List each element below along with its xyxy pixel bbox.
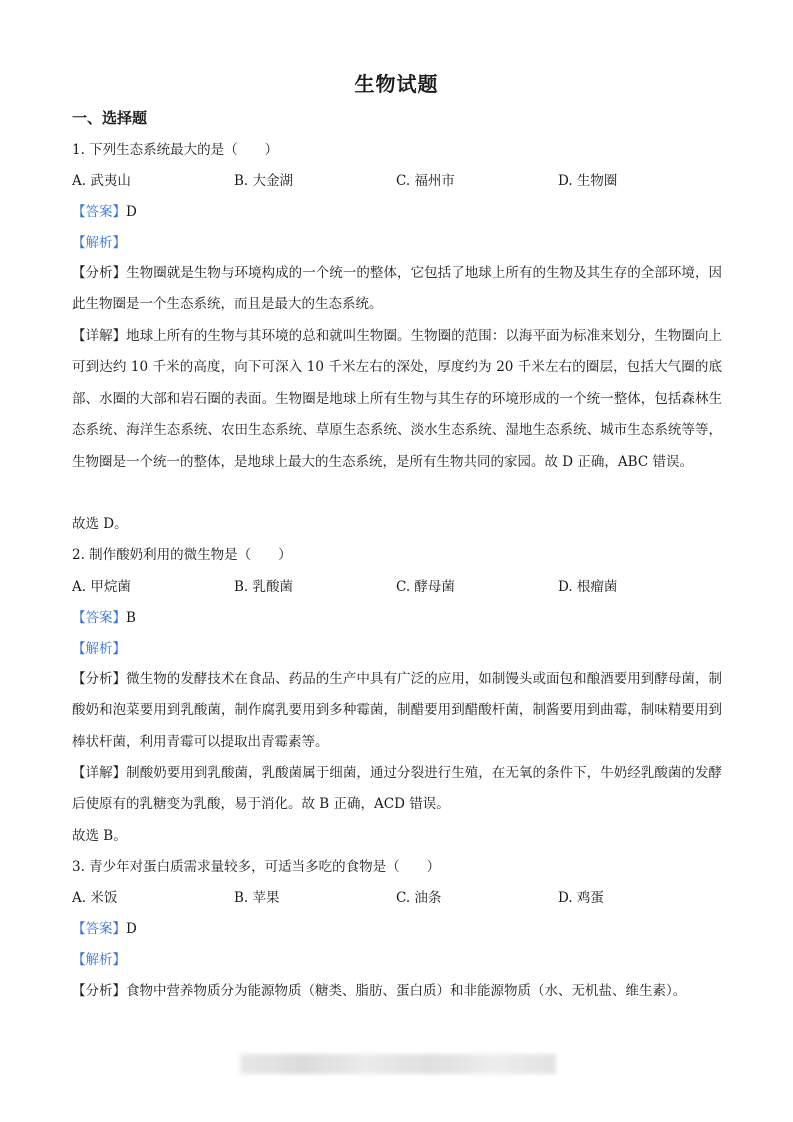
section-heading: 一、选择题	[72, 109, 148, 127]
option-a: A. 米饭	[72, 890, 118, 906]
question-2-answer	[72, 608, 136, 628]
blurred-footer-watermark	[240, 1054, 556, 1074]
question-3-fenxi	[72, 976, 722, 1007]
option-c: C. 福州市	[396, 173, 455, 189]
option-c: C. 酵母菌	[396, 579, 455, 595]
question-1-xiangjie	[72, 321, 722, 478]
question-3-answer	[72, 919, 137, 939]
analysis-label: 【解析】	[72, 952, 126, 968]
option-b: B. 苹果	[234, 890, 280, 906]
option-c: C. 油条	[396, 890, 442, 906]
question-2-conclusion: 故选 B。	[72, 828, 127, 844]
option-a: A. 甲烷菌	[72, 579, 131, 595]
option-b: B. 乳酸菌	[234, 579, 294, 595]
analysis-label: 【解析】	[72, 235, 126, 251]
question-2-analysis-label	[72, 639, 126, 659]
question-1-fenxi	[72, 258, 722, 321]
fenxi-text: 生物圈就是生物与环境构成的一个统一的整体，它包括了地球上所有的生物及其生存的全部环境，因此生物圈是一个生态系统，而且是最大的生态系统。	[72, 265, 723, 313]
question-2-options	[72, 577, 722, 597]
answer-value: D	[126, 204, 137, 220]
option-a: A. 武夷山	[72, 173, 131, 189]
page-title: 生物试题	[354, 72, 439, 96]
question-1-conclusion: 故选 D。	[72, 516, 128, 532]
question-2-fenxi	[72, 664, 722, 758]
question-2-xiangjie	[72, 758, 722, 821]
answer-label: 【答案】	[72, 204, 126, 220]
fenxi-text: 微生物的发酵技术在食品、药品的生产中具有广泛的应用，如制馒头或面包和酿酒要用到酵母菌，制酸奶和泡菜要用到乳酸菌，制作腐乳要用到多种霉菌，制醋要用到醋酸杆菌，制酱要用到曲霉，制味精要用到棒状杆菌，利用青霉可以提取出青霉素等。	[72, 671, 723, 750]
answer-value: D	[126, 921, 137, 937]
fenxi-label: 【分析】	[72, 983, 126, 999]
question-1-stem: 1. 下列生态系统最大的是（ ）	[72, 142, 279, 158]
xiangjie-label: 【详解】	[72, 765, 127, 781]
xiangjie-text: 制酸奶要用到乳酸菌，乳酸菌属于细菌，通过分裂进行生殖，在无氧的条件下，牛奶经乳酸菌的发酵后使原有的乳糖变为乳酸，易于消化。故 B 正确，ACD 错误。	[72, 765, 723, 813]
option-d: D. 生物圈	[558, 173, 618, 189]
option-d: D. 根瘤菌	[558, 579, 618, 595]
question-1-options	[72, 171, 722, 191]
question-3-analysis-label	[72, 950, 126, 970]
question-3-stem: 3. 青少年对蛋白质需求量较多，可适当多吃的食物是（ ）	[72, 859, 441, 875]
question-1-analysis-label	[72, 233, 126, 253]
xiangjie-text: 地球上所有的生物与其环境的总和就叫生物圈。生物圈的范围：以海平面为标准来划分，生物圈向上可到达约 10 千米的高度，向下可深入 10 千米左右的深处，厚度约为 20 千米左右的圈层，包括大气圈的底部、水圈的大部和岩石圈的表面。生物圈是地球上所有生物与其生存的环境形成的一个统一整体，包括森林生态系统、海洋生态系统、农田生态系统、草原生态系统、淡水生态系统、湿地生态系统、城市生态系统等等，生物圈是一个统一的整体，是地球上最大的生态系统，是所有生物共同的家园。故 D 正确，ABC 错误。	[72, 328, 723, 470]
fenxi-label: 【分析】	[72, 671, 127, 687]
question-1-answer	[72, 202, 137, 222]
analysis-label: 【解析】	[72, 641, 126, 657]
question-2-stem: 2. 制作酸奶利用的微生物是（ ）	[72, 547, 292, 563]
xiangjie-label: 【详解】	[72, 328, 127, 344]
option-d: D. 鸡蛋	[558, 890, 604, 906]
question-3-options	[72, 888, 722, 908]
fenxi-label: 【分析】	[72, 265, 127, 281]
answer-label: 【答案】	[72, 921, 126, 937]
option-b: B. 大金湖	[234, 173, 294, 189]
answer-label: 【答案】	[72, 610, 126, 626]
answer-value: B	[126, 610, 136, 626]
fenxi-text: 食物中营养物质分为能源物质（糖类、脂肪、蛋白质）和非能源物质（水、无机盐、维生素）。	[126, 983, 687, 999]
